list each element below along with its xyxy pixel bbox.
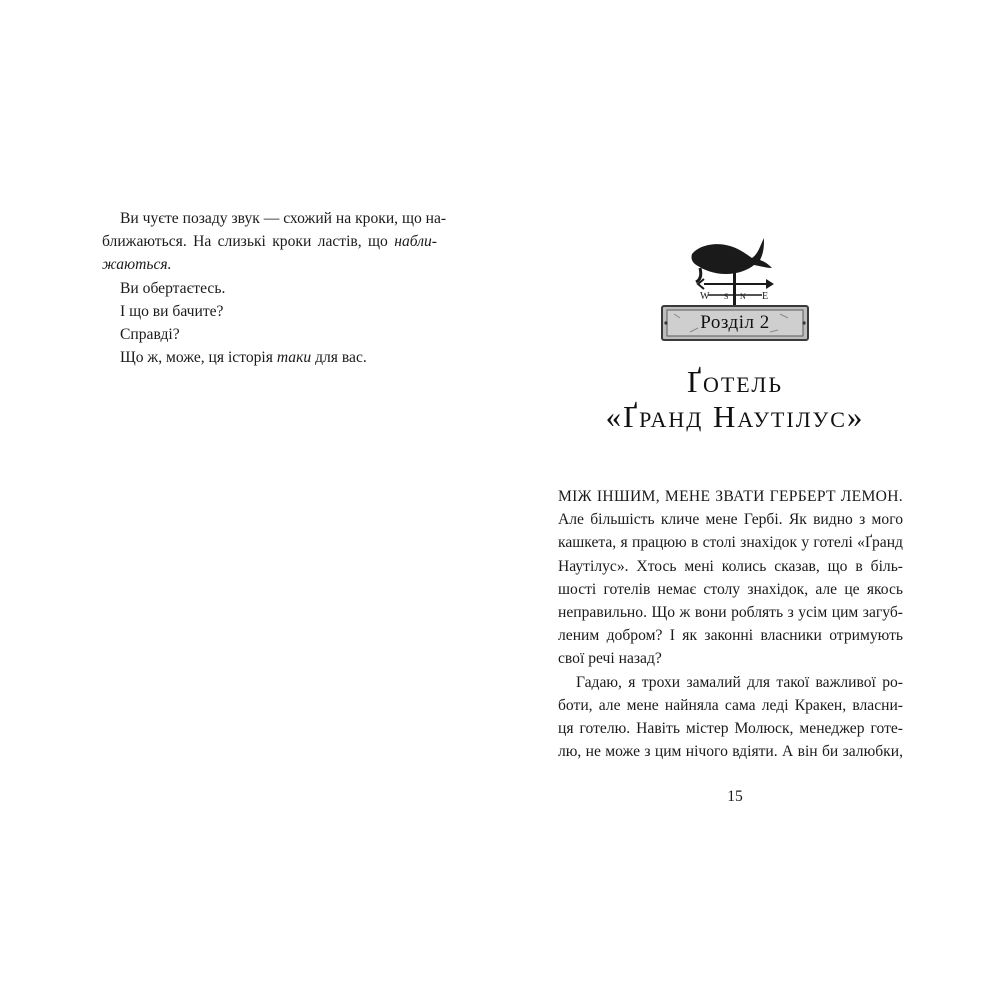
text-line: І що ви бачите? [120,302,224,320]
italic-text: жаються. [102,256,172,274]
chapter-title [535,364,935,434]
vane-letter-w: W [700,291,710,302]
text-line: шості готелів немає столу знахідок, але це якось [558,580,903,598]
text-line: лю, не може з цим нічого вдіяти. А він би залюбки, [558,743,903,761]
chapter-number-label: Розділ 2 [700,312,770,333]
text-line: МІЖ ІНШИМ, МЕНЕ ЗВАТИ ГЕРБЕРТ ЛЕМОН. [558,488,903,505]
text-line: Що ж, може, ця історія таки для вас. [120,349,367,367]
chapter-emblem [660,232,810,350]
chapter-title-line: «Ґранд Наутілус» [605,399,865,434]
italic-text: таки [276,349,312,367]
text-line: Ви чуєте позаду звук — схожий на кроки, що на- [120,210,447,227]
text-line: ця готелю. Навіть містер Молюск, менеджер готе- [558,720,903,738]
text-line: кашкета, я працюю в столі знахідок у готелі «Ґранд [558,534,903,552]
vane-letter-e: E [762,291,769,302]
text-line: свої речі назад? [558,650,662,668]
text-line: ближаються. На слизькі кроки ластів, що набли- [102,233,437,251]
text-line [102,253,437,276]
right-page [495,0,991,991]
text-line: Наутілус». Хтось мені колись сказав, що в біль- [558,557,903,575]
page-number: 15 [727,788,743,805]
right-page-text [558,485,903,763]
left-page [0,0,495,991]
text-line: боти, але мене найняла сама леді Кракен, власни- [558,696,903,714]
vane-letter-n: N [740,292,746,301]
left-page-text [102,207,447,369]
vane-letter-s: S [724,292,729,301]
text-line: Гадаю, я трохи замалий для такої важливої ро- [576,673,903,691]
text-line: Справді? [120,326,180,344]
text-line: Ви обертаєтесь. [120,279,226,297]
text-line: Але більшість кличе мене Гербі. Як видно з мого [558,511,903,529]
chapter-title-line: Ґотель [687,364,783,399]
text-line: леним добром? І як законні власники отримують [558,627,903,645]
text-line: неправильно. Що ж вони роблять з усім цим загуб- [558,604,903,622]
italic-text: набли- [394,233,437,251]
